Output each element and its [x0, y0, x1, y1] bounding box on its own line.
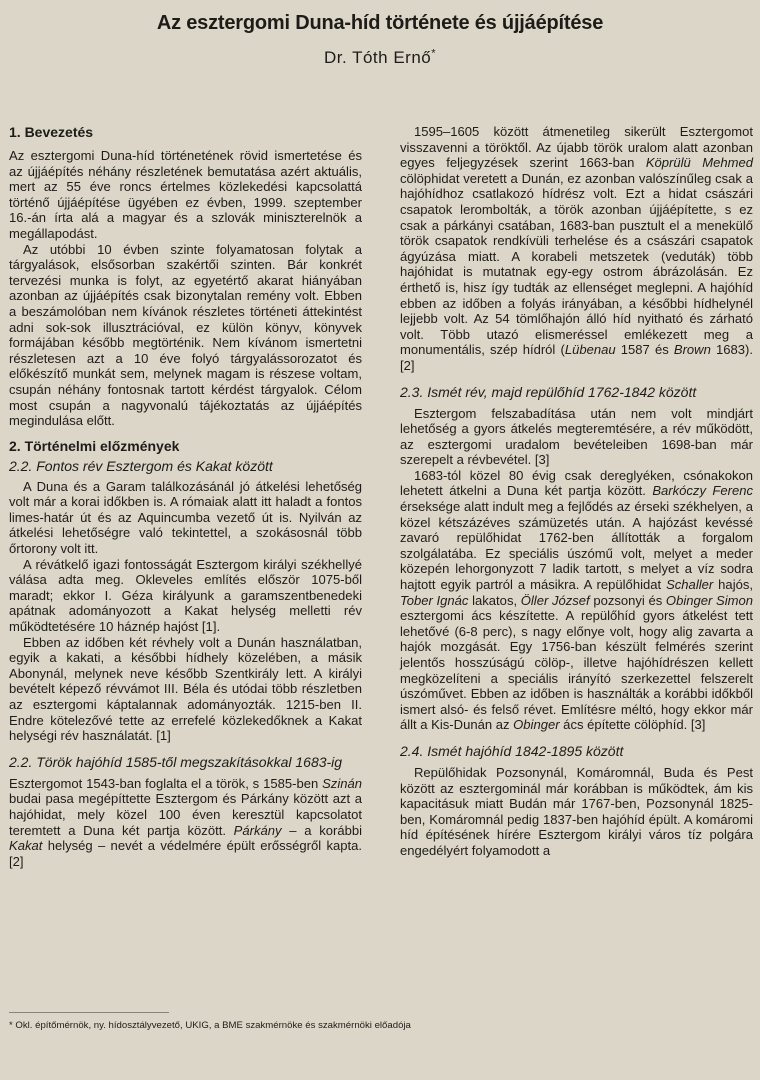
- torok-paragraph-1: Esztergomot 1543-ban foglalta el a török, s 1585-ben Szinán budai pasa megépíttette Esztergom és Párkány között azt a hajóhidat, mely közel 100 éven keresztül kapcsolatot teremtett a Duna két partja között. Párkány – a korábbi Kakat helység – nevét a védelmére épült erősségről kapta. [2]: [9, 775, 362, 869]
- subsection-heading-rev: 2.2. Fontos rév Esztergom és Kakat között: [9, 457, 273, 474]
- subsection-heading-repulohid: 2.3. Ismét rév, majd repülőhíd 1762-1842 között: [400, 383, 697, 400]
- footnote-text: * Okl. építőmérnök, ny. hídosztályvezető, UKIG, a BME szakmérnöke és szakmérnöki előadója: [9, 1020, 411, 1031]
- right-paragraph-1: 1595–1605 között átmenetileg sikerült Esztergomot visszavenni a töröktől. Az újabb török uralom alatt azonban egyes feljegyzések szerint 1663-ban Köprülü Mehmed cölöphidat veretett a Dunán, ez azonban valószínűleg csak a hajóhídhoz csatlakozó hídrész volt. Ezt a hidat császári csapatok lerombolták, a török azonban újjáépítette, s ez csak a párkányi csatában, 1683-ban pusztult el a menekülő török csapatok rendkívüli terhelése és a császári csapatok ágyúzása miatt. A korabeli metszetek (veduták) több hajóhidat is mutatnak egy-egy ostrom ábrázolásán. Ez érthető is, hisz így tudták az ellenséget meglepni. A hajóhíd ebben az időben a folyás irányában, a későbbi hídhelynél lejjebb volt. Az 54 tömlőhajón álló híd nyitható és zárható volt. Több utazó elismeréssel emlékezett meg a monumentális, szép hídról (Lübenau 1587 és Brown 1683). [2]: [400, 124, 753, 373]
- author-line: [0, 48, 760, 68]
- subsection-heading-torok-hajohid: 2.2. Török hajóhíd 1585-től megszakításokkal 1683-ig: [9, 753, 343, 770]
- intro-paragraph-2: Az utóbbi 10 évben szinte folyamatosan folytak a tárgyalások, elsősorban szakértői szinten. Bár konkrét tervezési munka is folyt, az egyetértő akarat hiányában azonban az újjáépítés csak bizonytalan remény volt. Ebben a beszámolóban nem kívánok részletes történeti áttekintést adni sok-sok illusztrációval, ez külön könyv, könyvek formájában később megtörténik. Nem kívánom ismertetni részletesen azt a 10 éve folyó tárgyalássorozatot és előkészítő munkát sem, melynek magam is részese voltam, csupán néhány fontosnak tartott kérdést tárgyalok. Célom most csupán a nagyvonalú tájékoztatás az újjáépítés megindulása előtt.: [9, 241, 362, 429]
- subsection-heading-hajohid-1842: 2.4. Ismét hajóhíd 1842-1895 között: [400, 742, 624, 759]
- author-footnote-mark: *: [431, 47, 437, 60]
- author-name: Dr. Tóth Ernő: [323, 48, 432, 67]
- footnote-rule: [9, 1012, 169, 1013]
- article-title: Az esztergomi Duna-híd története és újjáépítése: [156, 12, 604, 34]
- footnote: [9, 1020, 749, 1031]
- right-column: [400, 124, 753, 859]
- section-heading-intro: 1. Bevezetés: [9, 124, 94, 140]
- rev-paragraph-1: A Duna és a Garam találkozásánál jó átkelési lehetőség volt már a korai időkben is. A rómaiak alatt itt haladt a fontos limes-határ út és az Aquincumba vezető út is. Nyilván az átkelési lehetőségre való tekintettel, a szokásosnál több őrtorony volt itt.: [9, 478, 362, 557]
- intro-paragraph-1: Az esztergomi Duna-híd történetének rövid ismertetése és az újjáépítés néhány részletének bemutatása azért aktuális, mert az 55 éve roncs értelmes közlekedési kapcsolattá történő újjáépítése ügyében ez évben, 1999. szeptember 16.-án írta alá a magyar és a szlovák miniszterelnök a megállapodást.: [9, 148, 362, 241]
- section-heading-history: 2. Történelmi előzmények: [9, 437, 180, 454]
- repulohid-paragraph-2: 1683-tól közel 80 évig csak dereglyéken, csónakokon lehetett átkelni a Duna két partja között. Barkóczy Ferenc érseksége alatt indult meg a fejlődés az érseki székhelyen, a közel kétszázéves számüzetés után. A hajózást kevéssé zavaró repülőhidat 1762-ben állították a forgalom szolgálatába. Ez speciális úszómű volt, melyet a meder közepén lehorgonyzott 7 ladik tartott, s melyet a víz sodra hajtott egyik partról a másikra. A repülőhidat Schaller hajós, Tober Ignác lakatos, Öller József pozsonyi és Obinger Simon esztergomi ács készítette. A repülőhíd gyors átkelést tett lehetővé (6-8 perc), s nagy előnye volt, hogy alig zavarta a hajók mozgását. Egy 1756-ban készült felmérés szerint jelentős hosszúságú cölöp-, illetve hajóhídrészen kellett megközelíteni a speciális irányító szerkezettel felszerelt úszóművet. Ebben az időben is használták a korábbi időkből ismert alsó- és felső révet. Említésre méltó, hogy ekkor már állt a Kis-Dunán az Obinger ács építette cölöphíd. [3]: [400, 467, 753, 733]
- left-column: [9, 124, 362, 869]
- hajohid-paragraph-1: Repülőhidak Pozsonynál, Komáromnál, Buda és Pest között az esztergominál már korábban is működtek, ám kis kapacitásuk miatt Budán már 1767-ben, Pozsonynál 1825-ben, Komáromnál pedig 1837-ben hajóhíd épült. A komáromi híd építésének hírére Esztergom királyi város tíz polgára engedélyért folyamodott a: [400, 764, 753, 858]
- rev-paragraph-2: A révátkelő igazi fontosságát Esztergom királyi székhellyé válása adta meg. Okleveles említés először 1075-ből maradt; ekkor I. Géza királyunk a garamszentbenedeki apátnak adományozott a Kakat helység melletti rév működtetésére 10 háznép hajóst [1].: [9, 556, 362, 635]
- repulohid-paragraph-1: Esztergom felszabadítása után nem volt mindjárt lehetőség a gyors átkelés megteremtésére, a rév működött, az esztergomi uradalom bevételeiben 1698-ban már szerepelt a révbevétel. [3]: [400, 405, 753, 468]
- rev-paragraph-3: Ebben az időben két révhely volt a Dunán használatban, egyik a kakati, a későbbi hídhely közelében, a másik Abonynál, melynek neve később Szentkirály lett. A királyi bevételt képező révvámot III. Béla és utódai több részletben az esztergomi káptalannak adományozták. 1215-ben II. Endre kötelezővé tette az errefelé közlekedőknek a Kakat helységi rév használatát. [1]: [9, 634, 362, 744]
